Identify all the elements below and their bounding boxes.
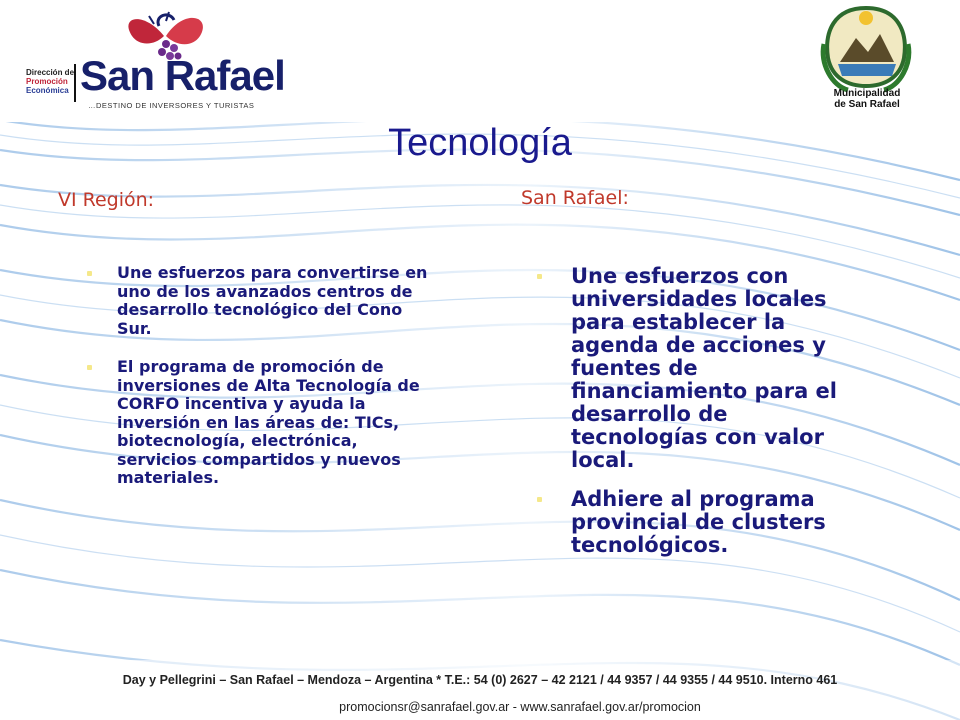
footer-contact: promocionsr@sanrafael.gov.ar - www.sanrafael.gov.ar/promocion xyxy=(339,700,701,714)
seal-caption-line-1: Municipalidad xyxy=(833,88,901,99)
list-item: Adhiere al programa provincial de clusters tecnológicos. xyxy=(571,488,871,557)
san-rafael-logo xyxy=(22,6,322,118)
list-item: Une esfuerzos para convertirse en uno de los avanzados centros de desarrollo tecnológico del Cono Sur. xyxy=(117,264,437,338)
seal-caption-line-2: de San Rafael xyxy=(834,99,900,110)
logo-direction-line-2: Promoción xyxy=(26,77,68,86)
slide-title: Tecnología xyxy=(388,122,572,164)
header-banner xyxy=(0,0,960,122)
logo-tagline: …DESTINO DE INVERSORES Y TURISTAS xyxy=(88,101,255,110)
logo-direction-line-3: Económica xyxy=(26,86,69,95)
left-bullet-list xyxy=(117,264,437,508)
logo-separator xyxy=(74,64,76,102)
right-column-heading: San Rafael: xyxy=(521,187,629,209)
seal-caption xyxy=(812,88,922,110)
list-item: El programa de promoción de inversiones de Alta Tecnología de CORFO incentiva y ayuda la inversión en las áreas de: TICs, biotecnología, electrónica, servicios compartidos y nuevos materiales. xyxy=(117,358,437,488)
footer-address: Day y Pellegrini – San Rafael – Mendoza – Argentina * T.E.: 54 (0) 2627 – 42 2121 / 44 9357 / 44 9355 / 44 9510. Interno 461 xyxy=(122,673,838,687)
left-column-heading: VI Región: xyxy=(58,189,155,211)
list-item: Une esfuerzos con universidades locales para establecer la agenda de acciones y fuentes de financiamiento para el desarrollo de tecnologías con valor local. xyxy=(571,265,871,472)
right-bullet-list xyxy=(571,265,871,573)
logo-direction-line-1: Dirección de xyxy=(26,68,75,77)
logo-direction-text xyxy=(26,68,74,95)
logo-wordmark: San Rafael xyxy=(80,52,285,99)
